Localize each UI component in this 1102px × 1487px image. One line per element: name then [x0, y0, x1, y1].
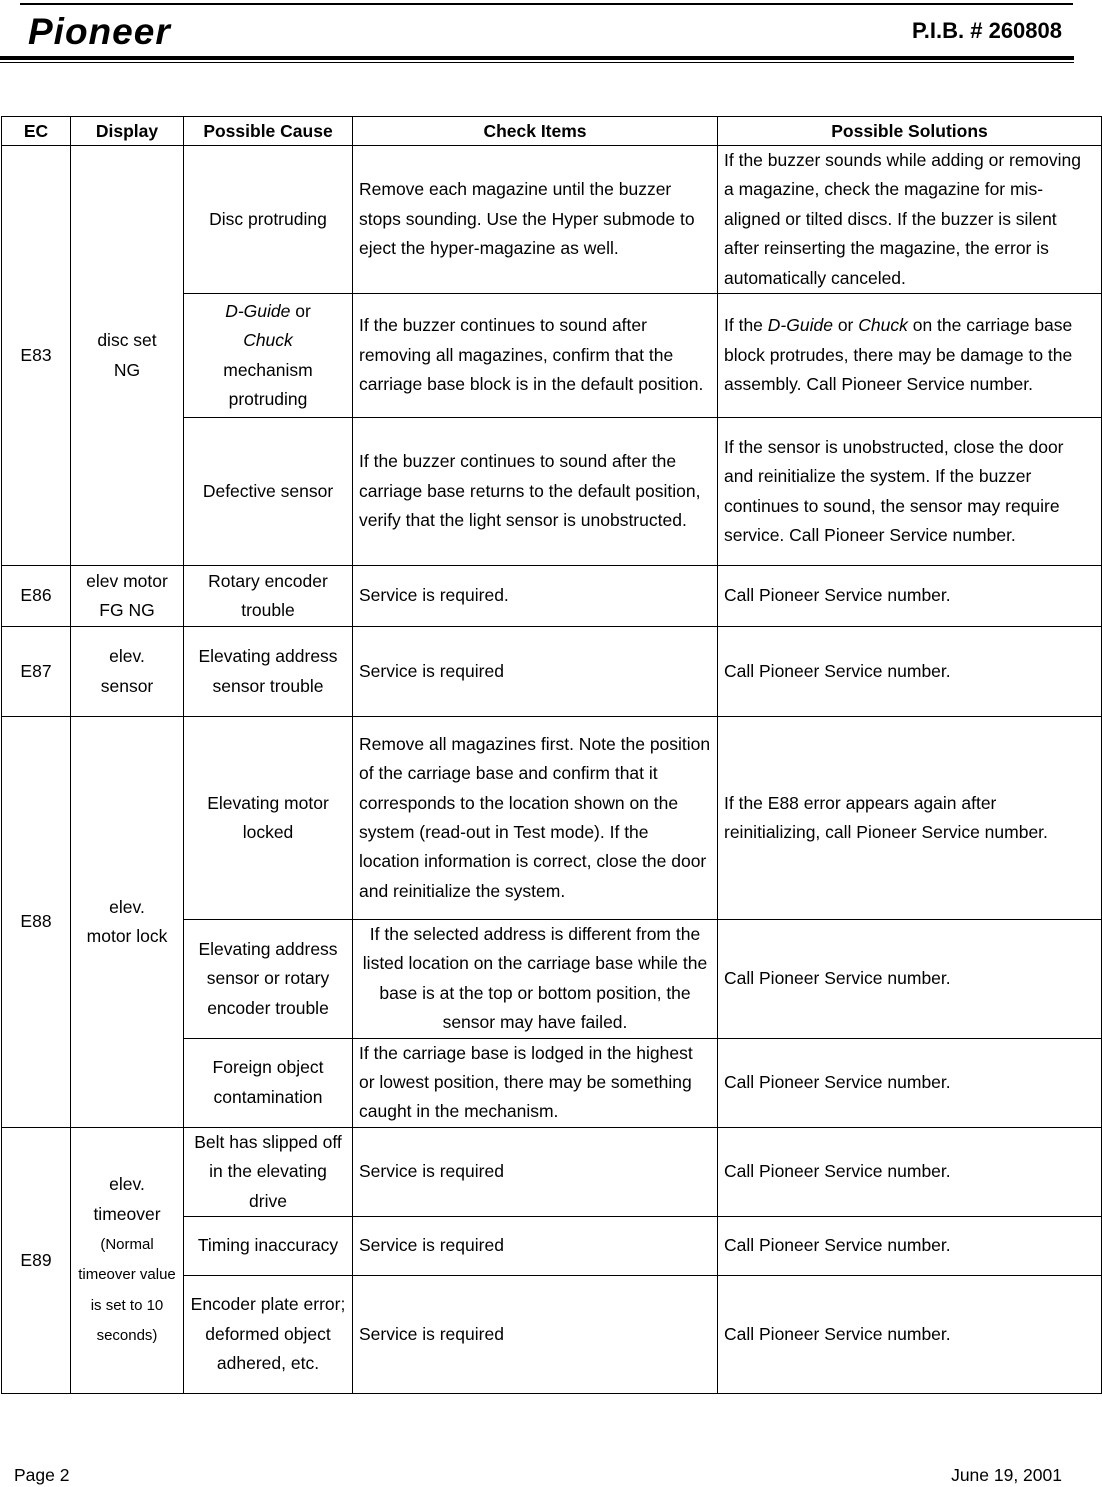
ec-cell-e86: E86 — [2, 566, 71, 627]
check-cell: If the buzzer continues to sound after the carriage base returns to the default position, verify that the light sensor is unobstructed. — [353, 418, 718, 566]
table-row-e88-1 — [2, 717, 1102, 920]
ec-cell-e88: E88 — [2, 717, 71, 1128]
check-cell: Service is required — [353, 1217, 718, 1276]
cause-cell — [184, 294, 353, 418]
cause-cell: Elevating address sensor trouble — [184, 627, 353, 717]
solution-cell: If the buzzer sounds while adding or removing a magazine, check the magazine for mis-aligned or tilted discs. If the buzzer is silent after reinserting the magazine, the error is automatically canceled. — [718, 146, 1102, 294]
display-e88-line2: motor lock — [86, 925, 168, 946]
cause-chuck: Chuck — [243, 330, 293, 351]
check-cell: Remove all magazines first. Note the position of the carriage base and confirm that it corresponds to the location shown on the system (read-out in Test mode). If the location information is correct, close the door and reinitialize the system. — [353, 717, 718, 920]
solution-cell: Call Pioneer Service number. — [718, 1038, 1102, 1127]
solution-or: or — [832, 315, 859, 336]
cause-cell: Elevating address sensor or rotary encoder trouble — [184, 920, 353, 1039]
solution-dguide: D-Guide — [767, 315, 833, 336]
display-e83-line1: disc set — [97, 330, 157, 351]
column-header-ec: EC — [2, 117, 71, 146]
solution-cell: Call Pioneer Service number. — [718, 1276, 1102, 1394]
display-e86-line2: FG NG — [99, 600, 155, 621]
check-cell: Service is required — [353, 627, 718, 717]
cause-cell: Foreign object contamination — [184, 1038, 353, 1127]
display-cell-e88 — [71, 717, 184, 1128]
solution-cell: Call Pioneer Service number. — [718, 627, 1102, 717]
check-cell: Service is required. — [353, 566, 718, 627]
display-e83-line2: NG — [113, 359, 141, 380]
display-e89-note: (Normal timeover value is set to 10 seconds) — [78, 1236, 176, 1345]
cause-cell: Belt has slipped off in the elevating drive — [184, 1127, 353, 1216]
table-row-e89-1 — [2, 1127, 1102, 1216]
ec-cell-e87: E87 — [2, 627, 71, 717]
solution-pre: If the — [724, 315, 768, 336]
cause-cell: Defective sensor — [184, 418, 353, 566]
column-header-display: Display — [71, 117, 184, 146]
table-row-e86 — [2, 566, 1102, 627]
solution-cell: If the E88 error appears again after reinitializing, call Pioneer Service number. — [718, 717, 1102, 920]
pioneer-logo-text: Pioneer — [28, 14, 171, 48]
display-e89-line2: timeover — [93, 1203, 161, 1224]
cause-cell: Rotary encoder trouble — [184, 566, 353, 627]
cause-cell: Timing inaccuracy — [184, 1217, 353, 1276]
display-cell-e87 — [71, 627, 184, 717]
header-rule-thin — [0, 62, 1074, 63]
display-e87-line1: elev. — [109, 646, 145, 667]
column-header-possible-cause: Possible Cause — [184, 117, 353, 146]
display-e89-line1: elev. — [109, 1174, 145, 1195]
display-e88-line1: elev. — [109, 896, 145, 917]
cause-or: or — [290, 300, 311, 321]
check-cell: Service is required — [353, 1127, 718, 1216]
pioneer-logo — [26, 14, 242, 48]
document-date: June 19, 2001 — [951, 1465, 1062, 1485]
cause-cell: Disc protruding — [184, 146, 353, 294]
check-cell: If the carriage base is lodged in the highest or lowest position, there may be something caught in the mechanism. — [353, 1038, 718, 1127]
display-e87-line2: sensor — [100, 675, 154, 696]
check-cell: Service is required — [353, 1276, 718, 1394]
cause-dguide: D-Guide — [225, 300, 291, 321]
display-e86-line1: elev motor — [86, 570, 168, 591]
cause-cell: Elevating motor locked — [184, 717, 353, 920]
table-header-row — [2, 117, 1102, 146]
solution-cell: If the sensor is unobstructed, close the door and reinitialize the system. If the buzzer continues to sound, the sensor may require service. Call Pioneer Service number. — [718, 418, 1102, 566]
ec-cell-e89: E89 — [2, 1127, 71, 1393]
header-top-rule — [20, 3, 1073, 5]
solution-cell: Call Pioneer Service number. — [718, 1127, 1102, 1216]
solution-chuck: Chuck — [858, 315, 908, 336]
pib-number: P.I.B. # 260808 — [911, 18, 1062, 43]
error-code-table — [1, 116, 1102, 1394]
display-cell-e83 — [71, 146, 184, 566]
table-row-e87 — [2, 627, 1102, 717]
solution-cell: Call Pioneer Service number. — [718, 566, 1102, 627]
check-cell: If the buzzer continues to sound after removing all magazines, confirm that the carriage base block is in the default position. — [353, 294, 718, 418]
cause-cell: Encoder plate error; deformed object adhered, etc. — [184, 1276, 353, 1394]
cause-rest: mechanism protruding — [223, 359, 313, 409]
column-header-check-items: Check Items — [353, 117, 718, 146]
table-row-e83-1 — [2, 146, 1102, 294]
page-number: Page 2 — [14, 1465, 70, 1485]
display-cell-e86 — [71, 566, 184, 627]
column-header-possible-solutions: Possible Solutions — [718, 117, 1102, 146]
solution-cell: Call Pioneer Service number. — [718, 1217, 1102, 1276]
display-cell-e89 — [71, 1127, 184, 1393]
solution-post: on the carriage base block protrudes, there may be damage to the assembly. Call Pioneer Service number. — [724, 315, 1073, 395]
ec-cell-e83: E83 — [2, 146, 71, 566]
check-cell: Remove each magazine until the buzzer stops sounding. Use the Hyper submode to eject the hyper-magazine as well. — [353, 146, 718, 294]
solution-cell — [718, 294, 1102, 418]
check-cell: If the selected address is different from the listed location on the carriage base while the base is at the top or bottom position, the sensor may have failed. — [353, 920, 718, 1039]
header-rule-thick — [0, 56, 1074, 60]
solution-cell: Call Pioneer Service number. — [718, 920, 1102, 1039]
